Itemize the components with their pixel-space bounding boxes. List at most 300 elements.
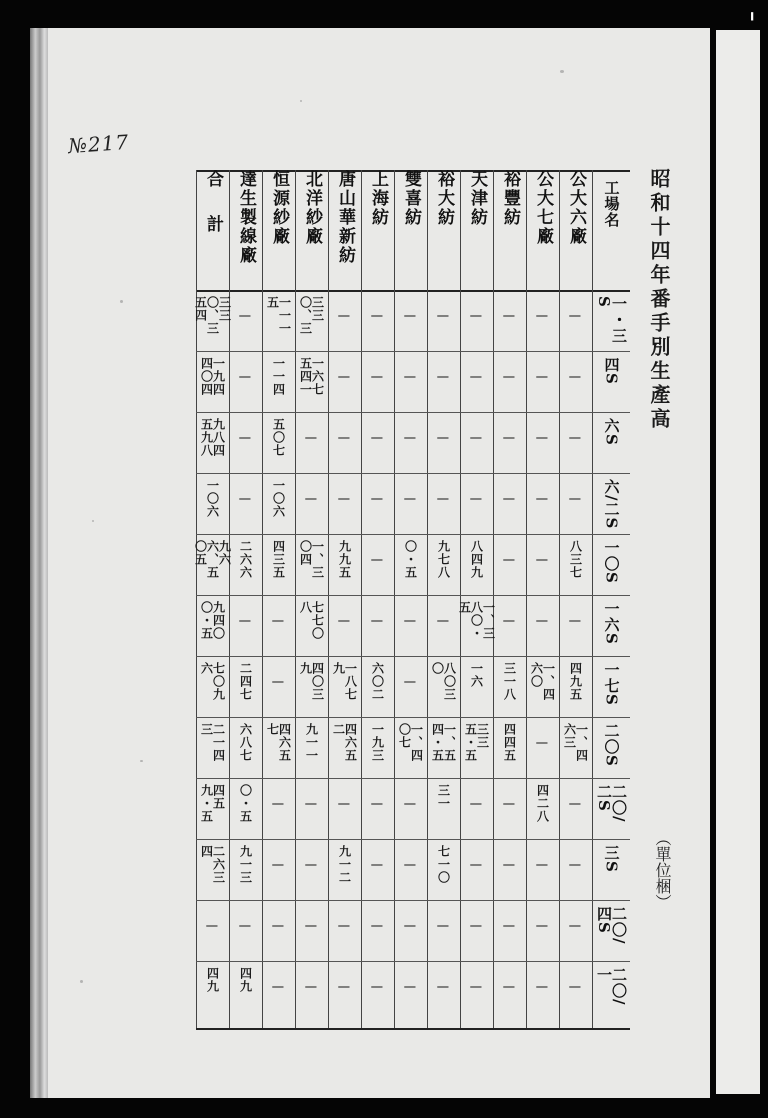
table-cell [263, 985, 294, 1036]
table-cell-value: | [437, 619, 450, 625]
table-cell [428, 985, 459, 1036]
table-cell-value: | [338, 619, 351, 625]
table-cell [428, 314, 459, 365]
table-cell [296, 540, 327, 591]
table-cell [263, 802, 294, 853]
table-cell [263, 357, 294, 408]
row-label-text: 三S [602, 845, 621, 873]
scan-speck [300, 100, 302, 102]
table-cell [329, 845, 360, 896]
page-edge [30, 28, 48, 1098]
table-cell [395, 985, 426, 1036]
table-cell [461, 436, 492, 487]
table-cell-value: | [371, 497, 384, 503]
table-cell [527, 985, 558, 1036]
table-cell [296, 662, 327, 713]
row-rule [196, 900, 630, 901]
table-cell [197, 845, 228, 896]
table-cell-value: | [371, 802, 384, 808]
table-cell [461, 375, 492, 426]
table-cell [395, 924, 426, 975]
row-label [592, 784, 630, 837]
column-header-text: 裕大紡 [434, 170, 454, 227]
row-label-text: 一・三S [595, 296, 628, 344]
scan-speck [120, 300, 123, 303]
table-cell [296, 601, 327, 652]
table-cell [560, 863, 591, 914]
table-cell [230, 436, 261, 487]
table-cell [395, 723, 426, 774]
table-cell-value: 二六三四 [199, 845, 226, 884]
table-cell-value: | [503, 497, 516, 503]
table-cell [296, 985, 327, 1036]
table-cell [494, 924, 525, 975]
table-cell-value: | [404, 985, 417, 991]
row-label [592, 845, 630, 898]
column-header [461, 170, 492, 290]
table-cell [560, 802, 591, 853]
table-cell [329, 662, 360, 713]
row-label-text: 六/二S [602, 479, 621, 530]
table-cell [230, 662, 261, 713]
table-cell-value: 四四五 [502, 723, 517, 762]
table-cell-value: 九一二 [337, 845, 352, 884]
table-cell-value: | [272, 924, 285, 930]
table-cell [428, 924, 459, 975]
table-cell-value: 一九三 [370, 723, 385, 762]
table-cell-value: 〇・五 [403, 540, 418, 579]
table-cell-value: | [305, 802, 318, 808]
table-cell [193, 540, 232, 591]
table-cell [494, 802, 525, 853]
table-cell [197, 662, 228, 713]
row-label-text: 一〇S [602, 540, 621, 584]
table-cell-value: | [338, 924, 351, 930]
column-header [428, 170, 459, 290]
table-cell [461, 540, 492, 591]
row-rule [196, 839, 630, 840]
table-cell-value: 一、三〇四 [298, 540, 325, 579]
table-cell-value: | [569, 802, 582, 808]
table-cell-value: | [503, 924, 516, 930]
row-label-text: 六S [602, 418, 621, 446]
table-cell-value: | [569, 985, 582, 991]
row-label [592, 906, 630, 959]
row-label-text: 二〇/四S [595, 906, 628, 945]
table-cell [193, 296, 232, 347]
table-cell [457, 601, 496, 652]
column-header [527, 170, 558, 290]
column-header-text: 天津紡 [467, 170, 487, 227]
column-header-text: 公大七廠 [533, 170, 553, 246]
table-cell [263, 619, 294, 670]
table-cell-value: | [470, 375, 483, 381]
table-cell [527, 436, 558, 487]
table-cell-value: 一、四六三 [562, 723, 589, 762]
corner-header: 工場名 [602, 180, 621, 228]
table-cell-value: 七七〇八 [298, 601, 325, 640]
table-cell-value: | [404, 497, 417, 503]
table-cell [494, 985, 525, 1036]
table-cell-value: | [305, 436, 318, 442]
row-label [592, 540, 630, 593]
table-cell [296, 296, 327, 347]
table-cell-value: 八四九 [469, 540, 484, 579]
table-cell [230, 784, 261, 835]
table-cell-value: | [338, 497, 351, 503]
row-label-text: 四S [602, 357, 621, 385]
table-cell [461, 863, 492, 914]
table-cell-value: | [338, 436, 351, 442]
table-cell [197, 784, 228, 835]
table-cell-value: 六八七 [238, 723, 253, 762]
table-cell-value: 一〇六 [271, 479, 286, 518]
table-cell [263, 540, 294, 591]
table-cell-value: 一、四六〇 [529, 662, 556, 701]
table-cell-value: 四六五二 [331, 723, 358, 762]
table-cell-value: 三三〇、三五四 [193, 296, 232, 335]
table-cell-value: 七〇九六 [199, 662, 226, 701]
table-cell-value: 四九 [238, 967, 253, 993]
table-cell [461, 723, 492, 774]
table-cell-value: 九四〇〇・五 [199, 601, 226, 640]
table-cell [362, 723, 393, 774]
table-cell [494, 723, 525, 774]
table-cell [362, 863, 393, 914]
table-cell [560, 662, 591, 713]
table-cell-value: | [272, 863, 285, 869]
table-cell [362, 497, 393, 548]
row-rule [196, 961, 630, 962]
table-cell [197, 479, 228, 530]
table-cell-value: | [536, 314, 549, 320]
column-header-text: 上海紡 [368, 170, 388, 227]
table-cell [395, 375, 426, 426]
table-cell [230, 967, 261, 1018]
table-cell [428, 436, 459, 487]
row-label-text: 二〇S [602, 723, 621, 767]
table-cell-value: 九八四五九八 [199, 418, 226, 457]
table-cell [362, 375, 393, 426]
table-cell [494, 558, 525, 609]
table-cell-value: | [503, 619, 516, 625]
table-cell [428, 540, 459, 591]
column-header-text: 北洋紗廠 [302, 170, 322, 246]
table-cell-value: | [272, 802, 285, 808]
table-cell-value: | [437, 314, 450, 320]
table-cell-value: 九七八 [436, 540, 451, 579]
table-cell-value: | [536, 436, 549, 442]
table-cell [461, 924, 492, 975]
row-rule [196, 351, 630, 352]
table-cell-value: | [371, 558, 384, 564]
table-cell-value: 二四七 [238, 662, 253, 701]
table-cell-value: | [470, 985, 483, 991]
table-cell [197, 601, 228, 652]
table-cell [560, 314, 591, 365]
scan-speck [92, 520, 94, 522]
row-rule [196, 473, 630, 474]
scan-speck [80, 980, 83, 983]
row-label [592, 357, 630, 410]
table-cell-value: 四六五七 [265, 723, 292, 762]
unit-note: （單位梱） [653, 830, 672, 910]
table-cell [428, 375, 459, 426]
table-cell-value: | [206, 924, 219, 930]
column-header-text: 恒源紗廠 [269, 170, 289, 246]
table-cell [263, 296, 294, 347]
table-cell-value: | [272, 680, 285, 686]
table-cell-value: | [569, 314, 582, 320]
table-cell-value: 一八七九 [331, 662, 358, 701]
row-label [592, 967, 630, 1020]
table-cell-value: 三一八 [502, 662, 517, 701]
table-cell [461, 314, 492, 365]
table-cell [494, 436, 525, 487]
column-header [494, 170, 525, 290]
table-cell-value: | [569, 497, 582, 503]
table-cell [329, 985, 360, 1036]
table-cell-value: | [338, 314, 351, 320]
table-cell [362, 436, 393, 487]
table-cell-value: 二一四三 [199, 723, 226, 762]
table-cell-value: 一九四四〇四 [199, 357, 226, 396]
table-cell-value: | [371, 375, 384, 381]
table-cell [527, 863, 558, 914]
table-cell [428, 723, 459, 774]
table-cell-value: | [569, 436, 582, 442]
table-cell [395, 540, 426, 591]
table-cell-value: | [503, 802, 516, 808]
table-cell [197, 418, 228, 469]
table-cell [197, 357, 228, 408]
table-cell-value: 四九 [205, 967, 220, 993]
column-header [296, 170, 327, 290]
table-cell [494, 314, 525, 365]
row-rule [196, 717, 630, 718]
table-cell-value: 一一一五 [265, 296, 292, 335]
table-cell [560, 540, 591, 591]
table-cell [494, 497, 525, 548]
table-cell-value: | [338, 802, 351, 808]
table-cell [428, 845, 459, 896]
table-cell-value: 一〇六 [205, 479, 220, 518]
table-cell-value: | [437, 436, 450, 442]
row-label-text: 一七S [602, 662, 621, 706]
table-cell [362, 985, 393, 1036]
table-cell [197, 967, 228, 1018]
column-header-text: 合計 [203, 170, 223, 260]
table-cell-value: | [404, 436, 417, 442]
row-label [592, 723, 630, 776]
table-cell [461, 802, 492, 853]
table-cell-value: | [272, 619, 285, 625]
table-cell [296, 802, 327, 853]
table-cell-value: 四九五 [568, 662, 583, 701]
column-header [329, 170, 360, 290]
table-cell [263, 418, 294, 469]
scan-speck [560, 70, 564, 73]
table-cell-value: | [371, 314, 384, 320]
table-cell-value: | [371, 924, 384, 930]
table-cell-value: | [437, 985, 450, 991]
table-cell-value: 三三五・五 [463, 723, 490, 762]
table-cell [296, 924, 327, 975]
table-cell-value: 四五九・五 [199, 784, 226, 823]
table-cell-value: | [371, 863, 384, 869]
table-cell-value: | [305, 863, 318, 869]
table-cell [527, 558, 558, 609]
table-cell-value: | [371, 985, 384, 991]
table-cell-value: 一、三八〇・五 [457, 601, 496, 640]
table-cell-value: | [437, 497, 450, 503]
table-cell-value: | [536, 924, 549, 930]
table-cell [362, 802, 393, 853]
table-cell [527, 662, 558, 713]
table-cell-value: 九九五 [337, 540, 352, 579]
table-cell [230, 723, 261, 774]
table-cell-value: | [239, 314, 252, 320]
table-cell [527, 784, 558, 835]
table-cell-value: | [404, 680, 417, 686]
table-cell-value: | [569, 863, 582, 869]
table-cell-value: 四二八 [535, 784, 550, 823]
table-cell-value: 七一〇 [436, 845, 451, 884]
table-cell [395, 802, 426, 853]
table-cell-value: | [536, 863, 549, 869]
table-cell [362, 662, 393, 713]
production-table [193, 170, 630, 1030]
table-cell-value: | [437, 924, 450, 930]
table-cell-value: | [536, 619, 549, 625]
table-cell [263, 924, 294, 975]
table-cell [230, 375, 261, 426]
table-cell [494, 375, 525, 426]
table-cell [329, 924, 360, 975]
table-cell [263, 723, 294, 774]
table-cell [296, 723, 327, 774]
table-cell-value: | [470, 497, 483, 503]
table-cell [329, 314, 360, 365]
table-cell-value: | [239, 375, 252, 381]
column-header-text: 裕豐紡 [500, 170, 520, 227]
table-cell-value: 〇・五 [238, 784, 253, 823]
table-cell-value: 二六六 [238, 540, 253, 579]
table-cell-value: | [470, 863, 483, 869]
table-cell [461, 662, 492, 713]
table-cell-value: | [371, 619, 384, 625]
table-cell-value: | [503, 314, 516, 320]
table-cell-value: 一、五四・五 [430, 723, 457, 762]
table-cell [263, 863, 294, 914]
column-header [362, 170, 393, 290]
table-cell-value: 一、四〇七 [397, 723, 424, 762]
table-cell-value: | [305, 985, 318, 991]
table-cell-value: | [338, 375, 351, 381]
table-cell-value: | [503, 436, 516, 442]
table-cell-value: 九一一 [304, 723, 319, 762]
table-cell-value: 八三七 [568, 540, 583, 579]
table-cell-value: | [470, 924, 483, 930]
table-cell-value: 三三〇、三 [298, 296, 325, 335]
table-cell-value: 三一 [436, 784, 451, 810]
row-rule [196, 412, 630, 413]
table-cell-value: 一六 [469, 662, 484, 688]
table-cell-value: 一六七五四一 [298, 357, 325, 396]
table-cell [329, 375, 360, 426]
handwritten-number: №217 [67, 129, 130, 159]
column-header-text: 公大六廠 [566, 170, 586, 246]
table-cell [395, 619, 426, 670]
table-cell-value: 九一三 [238, 845, 253, 884]
table-cell [362, 314, 393, 365]
row-label [592, 601, 630, 654]
table-cell-value: | [404, 924, 417, 930]
row-label [592, 479, 630, 532]
table-cell-value: | [536, 558, 549, 564]
row-rule [196, 595, 630, 596]
row-label [592, 296, 630, 349]
table-cell-value: 一一四 [271, 357, 286, 396]
table-cell-value: | [404, 863, 417, 869]
table-cell [461, 985, 492, 1036]
table-cell [494, 863, 525, 914]
column-header [560, 170, 591, 290]
table-cell [296, 863, 327, 914]
table-cell [560, 723, 591, 774]
row-label-text: 二〇/一 [595, 967, 628, 1006]
table-cell [560, 436, 591, 487]
column-header [197, 170, 228, 290]
table-cell-value: | [239, 924, 252, 930]
table-cell [329, 436, 360, 487]
table-cell-value: | [470, 436, 483, 442]
table-cell-value: 九六六、五〇五 [193, 540, 232, 579]
corner-mark: ╻ [748, 5, 757, 21]
table-cell-value: | [470, 802, 483, 808]
table-cell [527, 314, 558, 365]
table-cell-value: | [470, 314, 483, 320]
table-cell [230, 845, 261, 896]
table-cell-value: | [272, 985, 285, 991]
table-cell-value: | [305, 924, 318, 930]
column-header-text: 唐山華新紡 [335, 170, 355, 265]
table-cell-value: | [536, 497, 549, 503]
table-cell [395, 863, 426, 914]
table-cell-value: | [239, 436, 252, 442]
table-cell-value: | [371, 436, 384, 442]
table-cell-value: | [536, 741, 549, 747]
table-cell-value: 四〇三九 [298, 662, 325, 701]
table-cell-value: | [569, 375, 582, 381]
table-cell [395, 314, 426, 365]
table-cell-value: | [503, 558, 516, 564]
table-cell [362, 558, 393, 609]
table-cell-value: 六〇二 [370, 662, 385, 701]
table-cell-value: 八〇三〇 [430, 662, 457, 701]
table-cell-value: 五〇七 [271, 418, 286, 457]
page-title: 昭和十四年番手別生產高 [647, 168, 671, 432]
row-rule [196, 778, 630, 779]
column-header [230, 170, 261, 290]
table-cell-value: | [503, 985, 516, 991]
row-label [592, 662, 630, 715]
table-cell-value: 四三五 [271, 540, 286, 579]
row-label [592, 418, 630, 471]
scan-speck [140, 760, 143, 762]
table-cell [428, 662, 459, 713]
table-cell-value: | [239, 619, 252, 625]
